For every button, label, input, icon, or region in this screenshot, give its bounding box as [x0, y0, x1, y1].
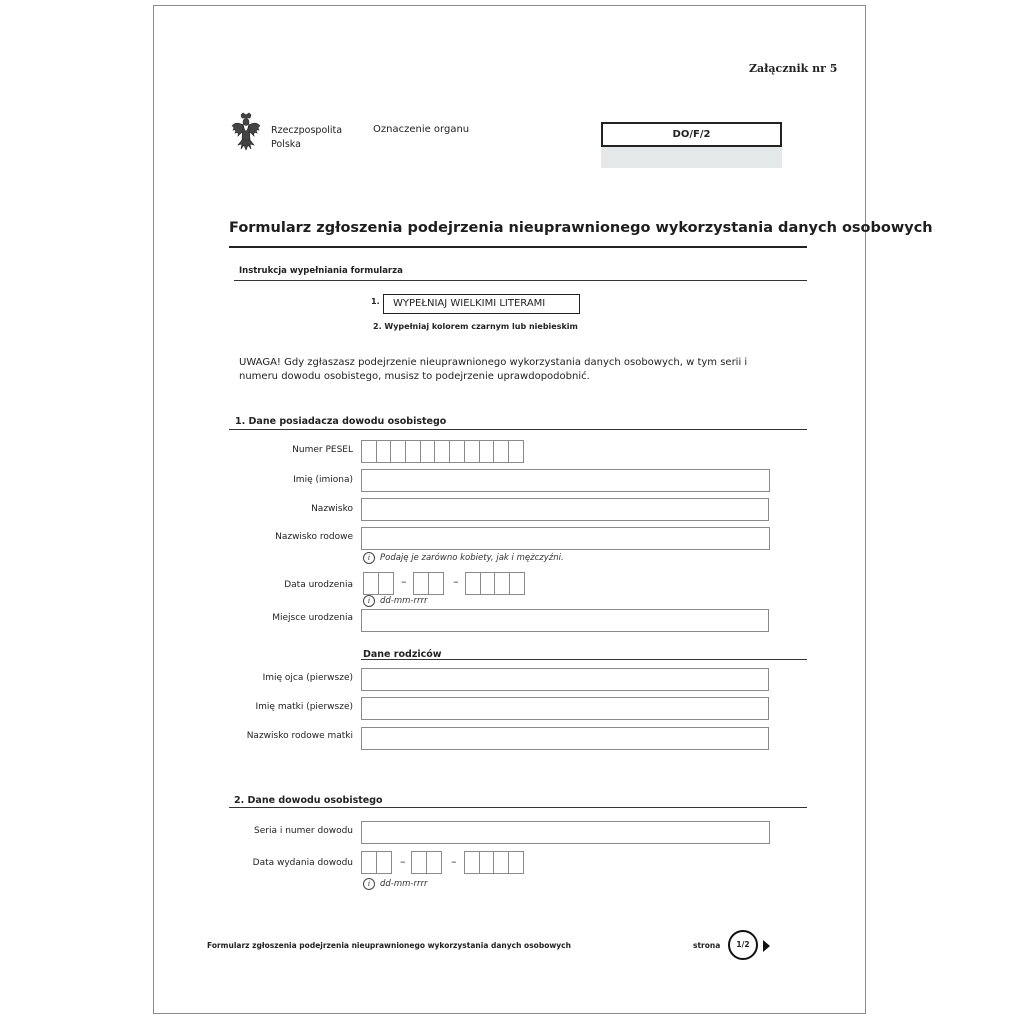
- info-icon: i: [363, 595, 375, 607]
- date-digit-cell[interactable]: [508, 851, 524, 874]
- dob-label: Data urodzenia: [284, 580, 353, 590]
- warning-text: UWAGA! Gdy zgłaszasz podejrzenie nieuprawnionego wykorzystania danych osobowych, w tym serii i numeru dowodu osobistego, musisz to podejrzenie uprawdopodobnić.: [239, 357, 748, 382]
- title-divider: [229, 246, 807, 248]
- footer-title: Formularz zgłoszenia podejrzenia nieuprawnionego wykorzystania danych osobowych: [207, 941, 571, 950]
- form-code: DO/F/2: [601, 122, 782, 147]
- father-name-label: Imię ojca (pierwsze): [262, 673, 353, 683]
- info-icon: i: [363, 878, 375, 890]
- family-name-hint-text: Podaję je zarówno kobiety, jak i mężczyźni.: [380, 553, 564, 563]
- date-separator: –: [401, 575, 407, 588]
- section-1-divider: [229, 429, 807, 430]
- date-digit-cell[interactable]: [426, 851, 442, 874]
- country-name: [271, 124, 342, 152]
- page-number: 1/2: [728, 930, 758, 960]
- dob-year-input[interactable]: [465, 572, 524, 595]
- issue-year-input[interactable]: [464, 851, 523, 874]
- date-digit-cell[interactable]: [509, 572, 525, 595]
- issue-month-input[interactable]: [411, 851, 440, 874]
- birthplace-label: Miejsce urodzenia: [272, 613, 353, 623]
- organ-code-field[interactable]: [601, 147, 782, 168]
- mother-name-field[interactable]: [361, 697, 769, 720]
- father-name-field[interactable]: [361, 668, 769, 691]
- pesel-digit-cell[interactable]: [508, 440, 524, 463]
- date-digit-cell[interactable]: [376, 851, 392, 874]
- id-series-field[interactable]: [361, 821, 770, 844]
- info-icon: i: [363, 552, 375, 564]
- pesel-input[interactable]: [361, 440, 523, 463]
- dob-day-input[interactable]: [363, 572, 392, 595]
- issue-day-input[interactable]: [361, 851, 390, 874]
- parents-divider: [361, 659, 807, 660]
- instruction-1-box: WYPEŁNIAJ WIELKIMI LITERAMI: [383, 294, 580, 314]
- section-2-divider: [229, 807, 807, 808]
- date-separator: –: [400, 855, 406, 868]
- mother-family-name-label: Nazwisko rodowe matki: [246, 731, 353, 741]
- polish-eagle-emblem-icon: [230, 112, 262, 152]
- issue-date-label: Data wydania dowodu: [252, 858, 353, 868]
- dob-format-hint: [363, 595, 427, 607]
- next-page-arrow-icon[interactable]: [763, 940, 770, 952]
- mother-family-name-field[interactable]: [361, 727, 769, 750]
- mother-name-label: Imię matki (pierwsze): [255, 702, 353, 712]
- annex-label: Załącznik nr 5: [749, 62, 838, 75]
- id-series-label: Seria i numer dowodu: [254, 826, 353, 836]
- surname-field[interactable]: [361, 498, 769, 521]
- organ-label: Oznaczenie organu: [373, 124, 470, 135]
- section-1-heading: 1. Dane posiadacza dowodu osobistego: [235, 416, 447, 427]
- family-name-label: Nazwisko rodowe: [275, 532, 353, 542]
- instruction-1-number: 1.: [371, 297, 380, 306]
- parents-heading: Dane rodziców: [363, 649, 442, 660]
- instructions-divider: [234, 280, 807, 281]
- surname-label: Nazwisko: [311, 504, 353, 514]
- instruction-2: 2. Wypełniaj kolorem czarnym lub niebieskim: [373, 322, 578, 331]
- first-name-label: Imię (imiona): [293, 475, 353, 485]
- date-separator: –: [453, 575, 459, 588]
- instructions-heading: Instrukcja wypełniania formularza: [239, 266, 403, 276]
- date-digit-cell[interactable]: [428, 572, 444, 595]
- family-name-field[interactable]: [361, 527, 770, 550]
- date-separator: –: [451, 855, 457, 868]
- family-name-hint: [363, 552, 564, 564]
- date-digit-cell[interactable]: [378, 572, 394, 595]
- issue-date-format-hint: [363, 878, 427, 890]
- first-name-field[interactable]: [361, 469, 770, 492]
- dob-format-hint-text: dd-mm-rrrr: [380, 596, 428, 606]
- pesel-label: Numer PESEL: [292, 445, 353, 455]
- country-name-line1: Rzeczpospolita: [271, 125, 343, 136]
- country-name-line2: Polska: [271, 139, 301, 150]
- page-word: strona: [693, 941, 721, 950]
- dob-month-input[interactable]: [413, 572, 442, 595]
- form-title: Formularz zgłoszenia podejrzenia nieuprawnionego wykorzystania danych osobowych: [229, 220, 933, 236]
- birthplace-field[interactable]: [361, 609, 769, 632]
- section-2-heading: 2. Dane dowodu osobistego: [234, 795, 383, 806]
- issue-date-format-hint-text: dd-mm-rrrr: [380, 879, 428, 889]
